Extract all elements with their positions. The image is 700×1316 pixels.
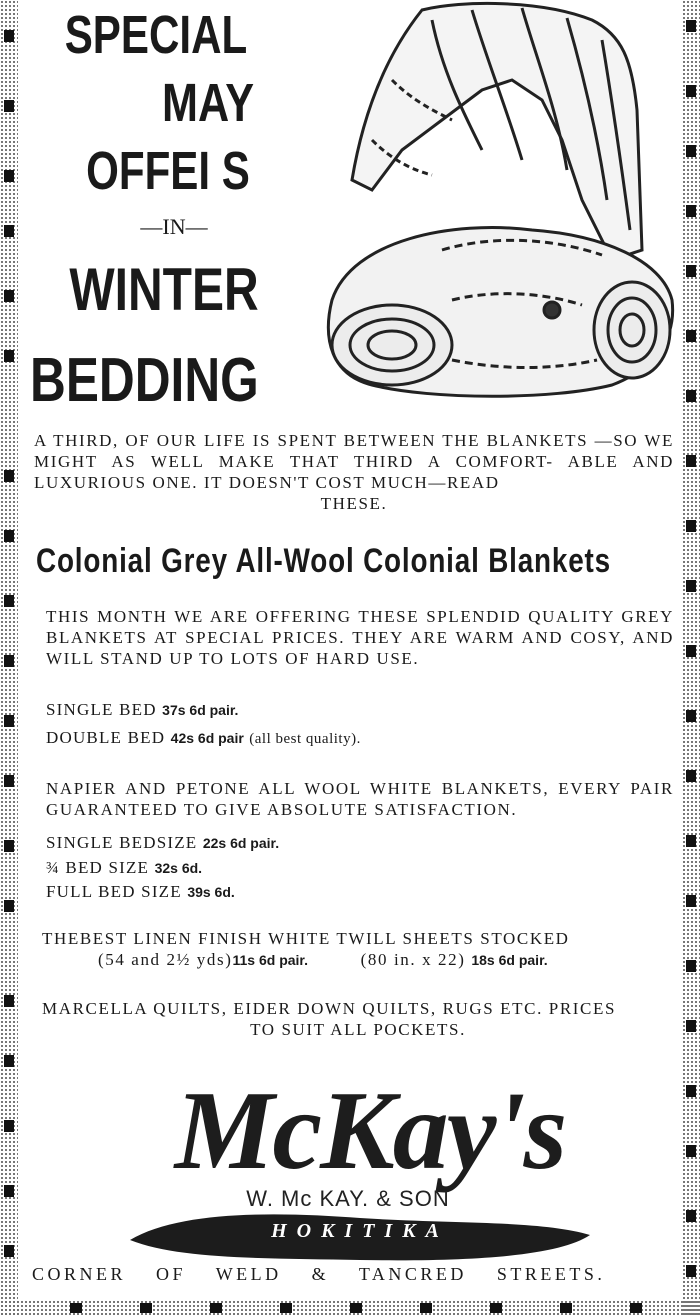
sheets-price-1: 11s 6d pair. [232, 952, 308, 968]
intro-paragraph [34, 430, 674, 514]
sheets-paragraph [42, 928, 674, 971]
grey-single-price: 37s 6d pair. [162, 702, 239, 718]
white-full-price: 39s 6d. [187, 884, 235, 900]
mckays-logo [120, 1070, 600, 1270]
grey-double-bed-line [46, 728, 361, 748]
headline-winter: WINTER [69, 256, 259, 323]
white-single-line [46, 833, 279, 853]
quilts-line: MARCELLA QUILTS, EIDER DOWN QUILTS, RUGS ETC. PRICES [42, 999, 617, 1018]
white-blankets-paragraph: NAPIER AND PETONE ALL WOOL WHITE BLANKETS, EVERY PAIR GUARANTEED TO GIVE ABSOLUTE SATISFACTION. [46, 779, 674, 819]
white-three-quarter-line [46, 858, 202, 878]
grey-double-price: 42s 6d pair [170, 730, 244, 746]
grey-double-note: (all best quality). [249, 731, 361, 747]
headline-offers: OFFEI S [86, 141, 250, 201]
left-dotted-border [0, 0, 18, 1316]
sheets-prices [42, 949, 674, 971]
quilts-paragraph [42, 998, 674, 1040]
intro-text: A THIRD, OF OUR LIFE IS SPENT BETWEEN THE BLANKETS —SO WE MIGHT AS WELL MAKE THAT THIRD A COMFORT- ABLE AND LUXURIOUS ONE. IT DOESN'T COST MUCH—READ [34, 431, 674, 492]
grey-blankets-paragraph: THIS MONTH WE ARE OFFERING THESE SPLENDID QUALITY GREY BLANKETS AT SPECIAL PRICES. THEY ARE WARM AND COSY, AND WILL STAND UP TO LOTS OF HARD USE. [46, 607, 674, 668]
logo-name: McKay's [174, 1069, 566, 1193]
logo-firm: W. Mc KAY. & SON [246, 1186, 450, 1211]
sheets-size-2: (80 in. x 22) [360, 950, 466, 969]
logo-town: HOKITIKA [271, 1220, 449, 1242]
headline-bedding: BEDDING [30, 346, 259, 415]
colonial-blankets-heading: Colonial Grey All-Wool Colonial Blankets [36, 542, 611, 580]
sheets-size-1: (54 and 2½ yds) [98, 950, 233, 969]
headline-may: MAY [161, 73, 255, 133]
sheets-line: THEBEST LINEN FINISH WHITE TWILL SHEETS STOCKED [42, 929, 570, 948]
blanket-illustration [312, 0, 682, 400]
sheets-price-2: 18s 6d pair. [471, 952, 548, 968]
white-single-price: 22s 6d pair. [202, 835, 280, 851]
white-three-quarter-price: 32s 6d. [154, 860, 203, 876]
grey-single-label: SINGLE BED [46, 700, 157, 719]
bottom-dotted-border [0, 1300, 700, 1316]
address-footer: CORNER OF WELD & TANCRED STREETS. [32, 1264, 606, 1284]
right-dotted-border [682, 0, 700, 1316]
white-full-line [46, 882, 235, 902]
white-single-label: SINGLE BEDSIZE [46, 833, 198, 852]
headline-in: —IN— [140, 214, 208, 239]
grey-double-label: DOUBLE BED [46, 728, 166, 747]
grey-single-bed-line [46, 700, 238, 720]
headline-special: SPECIAL [64, 5, 248, 65]
quilts-line-last: TO SUIT ALL POCKETS. [250, 1020, 466, 1039]
intro-text-last: THESE. [320, 494, 388, 513]
white-three-quarter-label: ¾ BED SIZE [46, 858, 150, 877]
white-full-label: FULL BED SIZE [46, 882, 182, 901]
